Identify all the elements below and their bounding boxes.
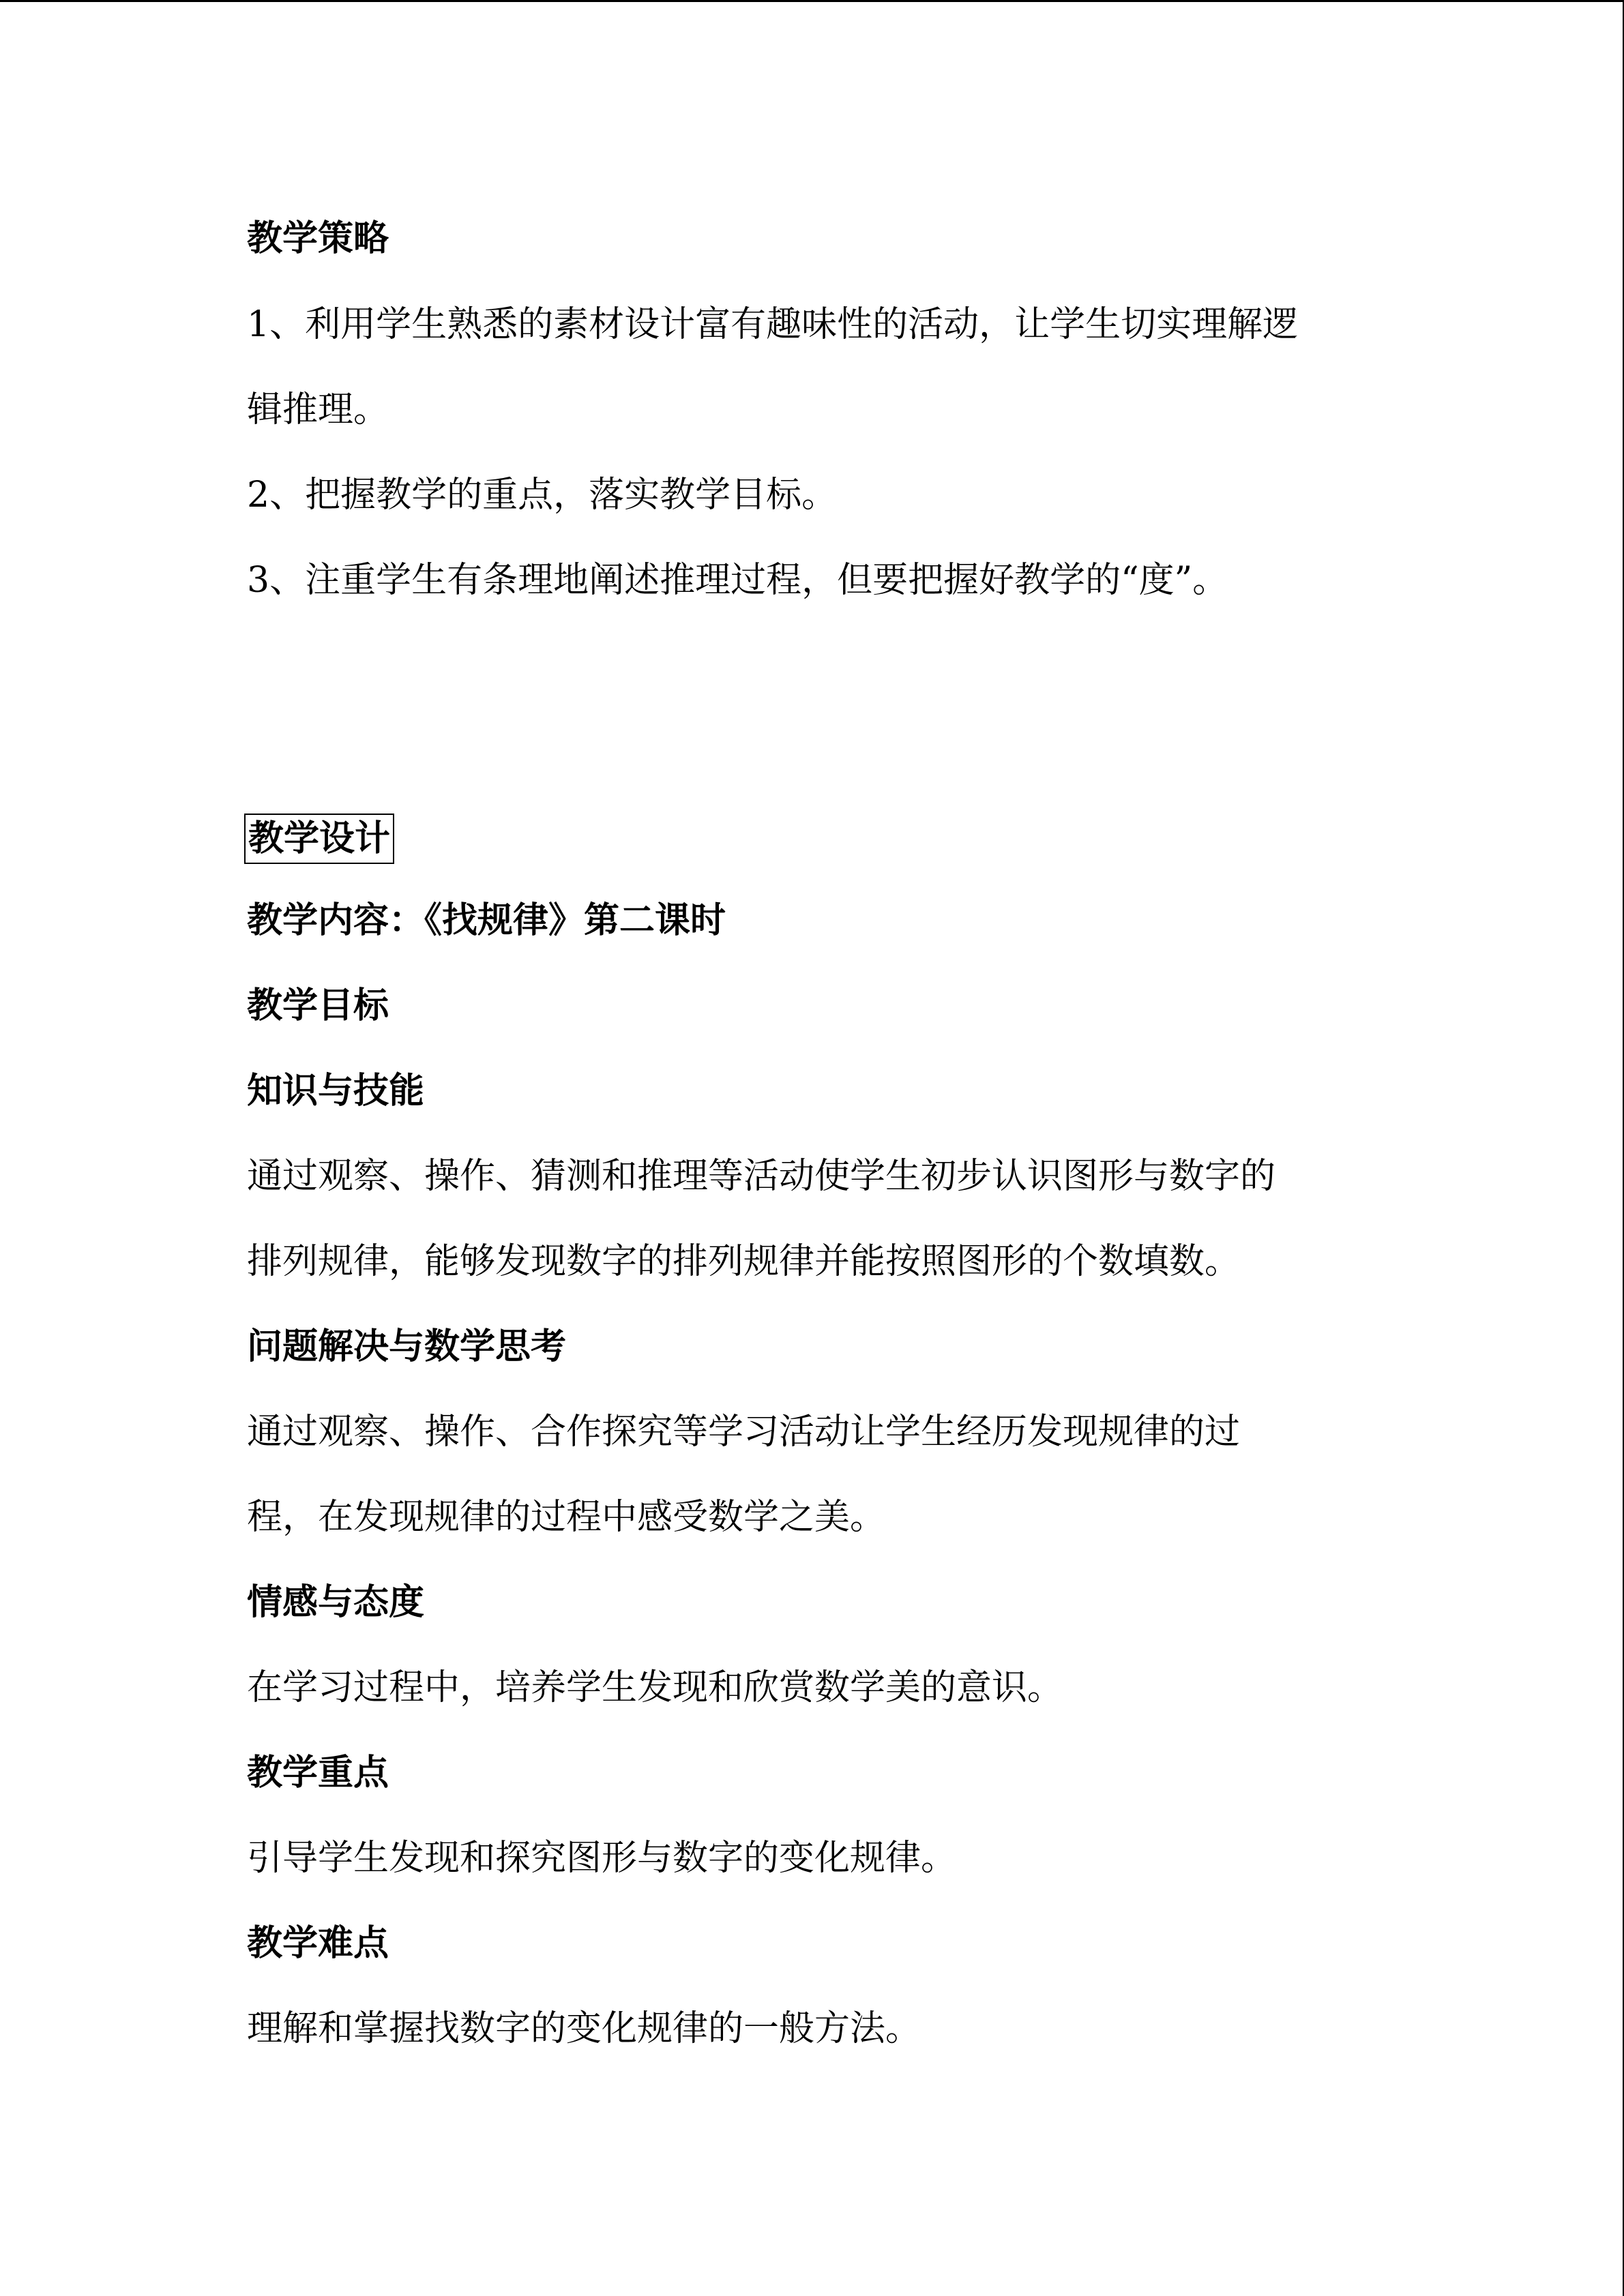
strategy-item-1-line-1: 1、利用学生熟悉的素材设计富有趣味性的活动，让学生切实理解逻 <box>247 304 1299 345</box>
key-point-heading: 教学重点 <box>247 1753 389 1793</box>
design-heading <box>247 814 394 857</box>
page-top-border <box>0 0 1624 2</box>
strategy-heading: 教学策略 <box>247 218 389 259</box>
goals-heading: 教学目标 <box>247 985 389 1026</box>
problem-text-line-2: 程，在发现规律的过程中感受数学之美。 <box>247 1497 886 1538</box>
knowledge-heading: 知识与技能 <box>247 1071 425 1112</box>
lesson-content: 教学内容：《找规律》第二课时 <box>247 900 726 941</box>
strategy-item-3: 3、注重学生有条理地阐述推理过程，但要把握好教学的“度”。 <box>247 560 1228 601</box>
knowledge-text-line-1: 通过观察、操作、猜测和推理等活动使学生初步认识图形与数字的 <box>247 1156 1276 1197</box>
emotion-text: 在学习过程中，培养学生发现和欣赏数学美的意识。 <box>247 1667 1063 1708</box>
strategy-item-1-line-2: 辑推理。 <box>247 389 389 430</box>
difficult-point-heading: 教学难点 <box>247 1923 389 1964</box>
design-heading-box: 教学设计 <box>244 814 394 864</box>
problem-text-line-1: 通过观察、操作、合作探究等学习活动让学生经历发现规律的过 <box>247 1412 1241 1452</box>
difficult-point-text: 理解和掌握找数字的变化规律的一般方法。 <box>247 2008 921 2049</box>
emotion-heading: 情感与态度 <box>247 1582 425 1623</box>
key-point-text: 引导学生发现和探究图形与数字的变化规律。 <box>247 1838 957 1879</box>
problem-heading: 问题解决与数学思考 <box>247 1326 567 1367</box>
strategy-item-2: 2、把握教学的重点，落实教学目标。 <box>247 475 838 516</box>
knowledge-text-line-2: 排列规律，能够发现数字的排列规律并能按照图形的个数填数。 <box>247 1241 1241 1282</box>
